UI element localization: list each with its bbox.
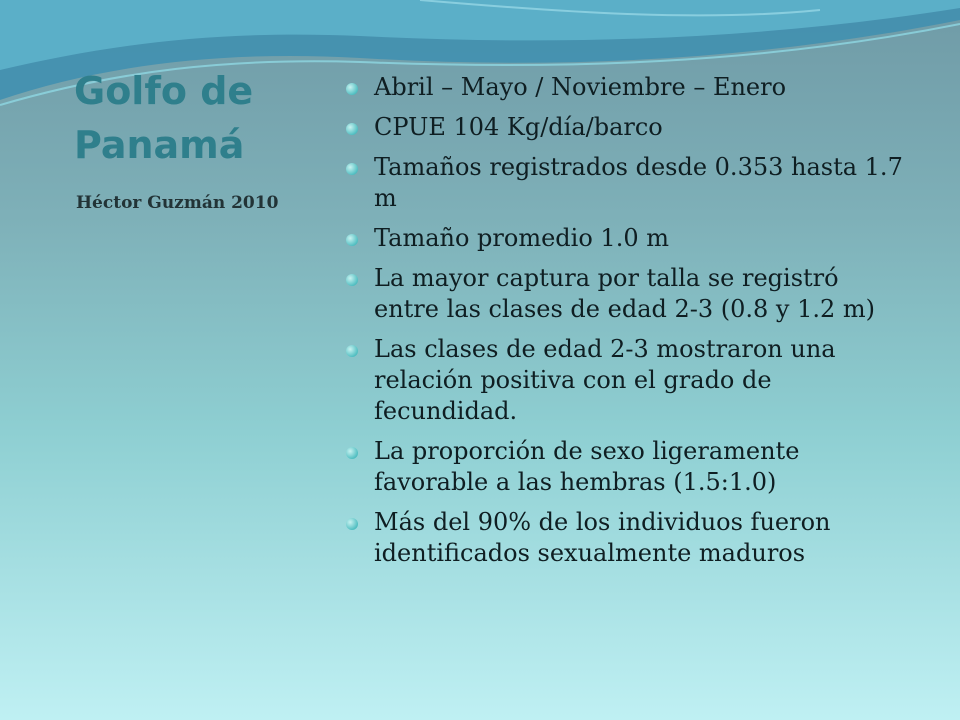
bullet-text: Más del 90% de los individuos fueron identificados sexualmente maduros	[374, 508, 831, 567]
bullet-text: CPUE 104 Kg/día/barco	[374, 113, 663, 141]
bullet-text: Tamaño promedio 1.0 m	[374, 224, 669, 252]
bullet-text: Las clases de edad 2-3 mostraron una relación positiva con el grado de fecundidad.	[374, 335, 836, 425]
bullet-dot-icon	[346, 447, 358, 459]
bullet-item	[346, 436, 906, 498]
bullet-dot-icon	[346, 83, 358, 95]
bullet-text: Abril – Mayo / Noviembre – Enero	[374, 73, 787, 101]
bullet-dot-icon	[346, 234, 358, 246]
bullet-text: La proporción de sexo ligeramente favorable a las hembras (1.5:1.0)	[374, 437, 800, 496]
bullet-dot-icon	[346, 518, 358, 530]
bullet-text: Tamaños registrados desde 0.353 hasta 1.7 m	[374, 153, 903, 212]
bullet-item	[346, 72, 906, 103]
bullet-text: La mayor captura por talla se registró entre las clases de edad 2-3 (0.8 y 1.2 m)	[374, 264, 876, 323]
slide-subtitle: Héctor Guzmán 2010	[76, 193, 279, 213]
bullet-item	[346, 507, 906, 569]
bullet-dot-icon	[346, 163, 358, 175]
bullet-list	[346, 72, 906, 578]
bullet-item	[346, 263, 906, 325]
bullet-dot-icon	[346, 123, 358, 135]
bullet-item	[346, 223, 906, 254]
bullet-dot-icon	[346, 274, 358, 286]
bullet-item	[346, 112, 906, 143]
bullet-item	[346, 152, 906, 214]
bullet-item	[346, 334, 906, 427]
bullet-dot-icon	[346, 345, 358, 357]
slide-title: Golfo de Panamá	[74, 69, 254, 167]
